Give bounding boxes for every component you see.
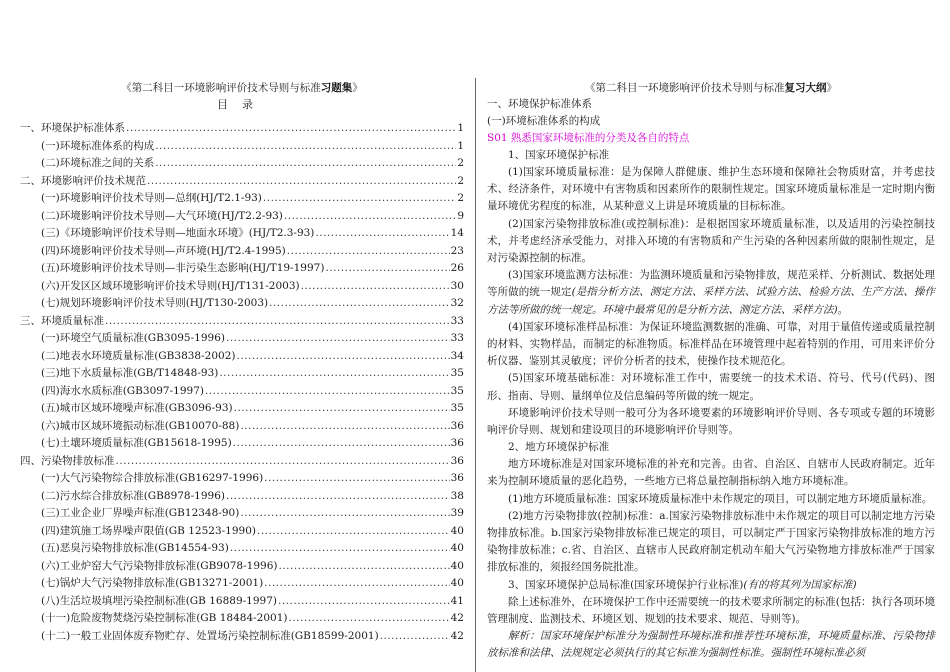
toc-entry-page: 40 <box>450 577 464 589</box>
toc-entry-title: (十一)危险废物焚烧污染控制标准(GB 18484-2001) <box>41 612 288 624</box>
toc-entry-title: (一)环境空气质量标准(GB3095-1996) <box>41 332 225 344</box>
monitoring-text: (3)国家环境监测方法标准：为监测环境质量和污染物排放，规范采样、分析测试、数据处理等所做的统一规定 <box>487 269 935 299</box>
column-divider <box>475 78 476 672</box>
toc-leader-dots <box>287 243 450 261</box>
toc-list <box>20 120 464 645</box>
toc-entry-title: 三、环境质量标准 <box>20 314 104 327</box>
toc-entry-title: (三)地下水质量标准(GB/T14848-93) <box>41 367 219 379</box>
toc-entry-page: 35 <box>450 384 464 397</box>
toc-entry-title: (一)环境标准体系的构成 <box>41 139 155 152</box>
toc-entry-page: 41 <box>450 594 464 607</box>
toc-entry-page: 34 <box>450 349 464 362</box>
title-prefix: 《第二科目一环境影响评价技术导则与标准 <box>121 82 321 94</box>
toc-leader-dots <box>325 260 449 278</box>
toc-leader-dots <box>278 558 449 576</box>
toc-entry[interactable] <box>20 523 464 541</box>
toc-leader-dots <box>236 348 449 366</box>
toc-entry[interactable] <box>20 505 464 523</box>
paragraph-emission-standard: (2)国家污染物排放标准(或控制标准)：是根据国家环境质量标准，以及适用的污染控制技术，并考虑经济承受能力，对排入环境的有害物质和产生污染的各种因素所做的限制性规定，是对污染源控制的标准。 <box>487 217 935 265</box>
toc-entry-title: (十二)一般工业固体废弃物贮存、处置场污染控制标准(GB18599-2001) <box>41 629 379 642</box>
toc-entry[interactable] <box>20 260 464 278</box>
toc-leader-dots <box>155 138 456 156</box>
toc-entry-page: 14 <box>450 227 464 239</box>
toc-leader-dots <box>116 453 450 471</box>
toc-leader-dots <box>226 330 450 348</box>
toc-entry[interactable] <box>20 225 464 243</box>
toc-entry[interactable] <box>20 453 464 471</box>
toc-leader-dots <box>380 628 450 646</box>
toc-leader-dots <box>269 295 450 313</box>
toc-entry-title: (二)环境影响评价技术导则—大气环境(HJ/T2.2-93) <box>41 209 283 222</box>
toc-entry-title: 二、环境影响评价技术规范 <box>20 174 146 187</box>
toc-entry-page: 42 <box>450 612 464 624</box>
toc-leader-dots <box>105 313 450 331</box>
toc-entry-title: 一、环境保护标准体系 <box>20 122 125 134</box>
paragraph-analysis: 解析：国家环境保护标准分为强制性环境标准和推荐性环境标准，环境质量标准、污染物排放标准和法律、法规规定必须执行的其它标准为强制性标准。强制性环境标准必须 <box>487 630 935 660</box>
toc-entry-title: (六)工业炉窑大气污染物排放标准(GB9078-1996) <box>41 559 278 572</box>
paragraph-basic-standard: (5)国家环境基础标准：对环境标准工作中，需要统一的技术术语、符号、代号(代码)、图形、指南、导则、量纲单位及信息编码等所做的统一规定。 <box>487 372 935 402</box>
toc-entry[interactable] <box>20 155 464 173</box>
toc-entry-page: 1 <box>457 139 464 152</box>
toc-entry-page: 1 <box>457 122 464 134</box>
toc-entry-page: 40 <box>450 559 464 572</box>
paragraph-guidelines: 环境影响评价技术导则一般可分为各环境要素的环境影响评价导则、各专项或专题的环境影响评价导则、规划和建设项目的环境影响评价导则等。 <box>487 406 935 437</box>
toc-entry[interactable] <box>20 313 464 331</box>
toc-entry-page: 2 <box>457 174 464 187</box>
toc-leader-dots <box>233 435 450 453</box>
toc-entry-title: (三)工业企业厂界噪声标准(GB12348-90) <box>41 507 240 519</box>
toc-entry[interactable] <box>20 400 464 418</box>
outline-column <box>487 80 935 662</box>
toc-entry[interactable] <box>20 628 464 646</box>
toc-leader-dots <box>301 278 450 296</box>
toc-entry[interactable] <box>20 330 464 348</box>
objective-s01: S01 熟悉国家环境标准的分类及各自的特点 <box>487 132 690 144</box>
toc-entry-page: 2 <box>457 157 464 169</box>
paragraph-other-standards: 除上述标准外，在环境保护工作中还需要统一的技术要求所制定的标准(包括：执行各项环境管理制度、监测技术、环境区划、规划的技术要求、规范、导则等)。 <box>487 595 935 625</box>
toc-entry-page: 38 <box>450 489 464 502</box>
paragraph-monitoring-standard <box>487 267 935 319</box>
toc-entry-page: 36 <box>450 437 464 449</box>
toc-entry[interactable] <box>20 575 464 593</box>
paragraph-quality-standard: (1)国家环境质量标准：是为保障人群健康、维护生态环境和保障社会物质财富，并考虑技术、经济条件，对环境中有害物质和因素所作的限制性规定。国家环境质量标准是一定时期内衡量环境优劣程度的标准，从某种意义上讲是环境质量的目标标准。 <box>487 166 935 213</box>
toc-entry-page: 36 <box>450 419 464 432</box>
heading-local-standards: 2、地方环境保护标准 <box>508 441 610 454</box>
title-suffix: 》 <box>826 82 837 94</box>
toc-entry-page: 36 <box>450 472 464 484</box>
paragraph-local-quality: (1)地方环境质量标准：国家环境质量标准中未作规定的项目，可以制定地方环境质量标准。 <box>508 492 933 505</box>
toc-entry-title: (二)污水综合排放标准(GB8978-1996) <box>41 489 225 502</box>
toc-entry-page: 35 <box>450 367 464 379</box>
toc-entry-page: 26 <box>450 262 464 274</box>
toc-leader-dots <box>284 208 456 226</box>
toc-entry-page: 35 <box>450 402 464 414</box>
toc-leader-dots <box>234 400 450 418</box>
toc-entry-title: 四、污染物排放标准 <box>20 454 115 467</box>
toc-entry-title: (八)生活垃圾填埋污染控制标准(GB 16889-1997) <box>41 594 277 607</box>
toc-entry-page: 2 <box>457 192 464 204</box>
toc-entry-title: (三)《环境影响评价技术导则—地面水环境》(HJ/T2.3-93) <box>41 227 315 239</box>
toc-entry-page: 32 <box>450 297 464 309</box>
toc-entry[interactable] <box>20 365 464 383</box>
toc-leader-dots <box>289 610 450 628</box>
toc-leader-dots <box>230 540 450 558</box>
toc-entry[interactable] <box>20 138 464 156</box>
toc-entry-title: (五)恶臭污染物排放标准(GB14554-93) <box>41 542 229 554</box>
toc-entry-page: 33 <box>450 332 464 344</box>
exercise-book-title <box>20 80 464 96</box>
toc-leader-dots <box>226 488 450 506</box>
toc-entry-page: 36 <box>450 454 464 467</box>
toc-entry-page: 30 <box>450 279 464 292</box>
toc-leader-dots <box>240 418 449 436</box>
toc-entry[interactable] <box>20 208 464 226</box>
toc-entry[interactable] <box>20 435 464 453</box>
toc-leader-dots <box>205 383 450 401</box>
paragraph-local-emission: (2)地方污染物排放(控制)标准：a.国家污染物排放标准中未作规定的项目可以制定地方污染物排放标准。b.国家污染物排放标准已规定的项目，可以制定严于国家污染物排放标准的地方污染物排放标准；c.省、自治区、直辖市人民政府制定机动车船大气污染物地方排放标准严于国家排放标准的，须报经国务院批准。 <box>487 509 935 574</box>
toc-entry[interactable] <box>20 593 464 611</box>
toc-entry[interactable] <box>20 295 464 313</box>
review-outline-title <box>487 80 935 96</box>
title-suffix: 》 <box>352 82 363 94</box>
toc-leader-dots <box>219 365 449 383</box>
toc-leader-dots <box>147 173 456 191</box>
toc-entry[interactable] <box>20 190 464 208</box>
toc-leader-dots <box>264 575 449 593</box>
sepa-heading-note: (有的将其列为国家标准) <box>743 578 857 591</box>
toc-entry[interactable] <box>20 488 464 506</box>
toc-entry-page: 40 <box>450 524 464 537</box>
toc-entry[interactable] <box>20 243 464 261</box>
toc-leader-dots <box>240 505 449 523</box>
toc-leader-dots <box>126 120 456 138</box>
toc-entry-title: (二)地表水环境质量标准(GB3838-2002) <box>41 349 236 362</box>
toc-entry-title: (七)规划环境影响评价技术导则(HJ/T130-2003) <box>41 297 269 309</box>
sepa-heading-text: 3、国家环境保护总局标准(国家环境保护行业标准) <box>508 578 744 591</box>
toc-entry[interactable] <box>20 418 464 436</box>
title-bold: 复习大纲 <box>784 82 827 94</box>
subsection-heading: (一)环境标准体系的构成 <box>487 115 601 127</box>
toc-entry-title: (六)城市区域环境振动标准(GB10070-88) <box>41 419 240 432</box>
toc-entry-title: (一)大气污染物综合排放标准(GB16297-1996) <box>41 472 264 484</box>
heading-sepa-standards <box>487 577 935 594</box>
toc-entry[interactable] <box>20 470 464 488</box>
toc-entry-page: 40 <box>450 542 464 554</box>
toc-entry-title: (二)环境标准之间的关系 <box>41 157 155 169</box>
heading-national-standards: 1、国家环境保护标准 <box>508 149 610 161</box>
toc-entry-page: 9 <box>457 209 464 222</box>
monitoring-end: 。 <box>837 303 849 316</box>
toc-entry-title: (五)环境影响评价技术导则—非污染生态影响(HJ/T19-1997) <box>41 262 325 274</box>
toc-entry-title: (四)建筑施工场界噪声限值(GB 12523-1990) <box>41 524 256 537</box>
toc-entry-title: (五)城市区域环境噪声标准(GB3096-93) <box>41 402 233 414</box>
toc-entry-title: (七)土壤环境质量标准(GB15618-1995) <box>41 437 232 449</box>
toc-leader-dots <box>263 190 456 208</box>
toc-column <box>20 80 464 645</box>
toc-leader-dots <box>278 593 450 611</box>
toc-entry-title: (四)海水水质标准(GB3097-1997) <box>41 384 204 397</box>
toc-entry[interactable] <box>20 120 464 138</box>
toc-leader-dots <box>315 225 449 243</box>
title-bold: 习题集 <box>320 82 353 94</box>
toc-entry[interactable] <box>20 558 464 576</box>
toc-heading: 目录 <box>217 98 267 111</box>
title-prefix: 《第二科目一环境影响评价技术导则与标准 <box>585 82 785 94</box>
toc-entry-page: 23 <box>450 244 464 257</box>
toc-entry-page: 39 <box>450 507 464 519</box>
toc-entry[interactable] <box>20 383 464 401</box>
toc-entry-page: 42 <box>450 629 464 642</box>
toc-entry[interactable] <box>20 610 464 628</box>
toc-entry-title: (六)开发区区域环境影响评价技术导则(HJ/T131-2003) <box>41 279 300 292</box>
toc-entry[interactable] <box>20 173 464 191</box>
toc-entry-title: (一)环境影响评价技术导则—总纲(HJ/T2.1-93) <box>41 192 262 204</box>
toc-entry[interactable] <box>20 348 464 366</box>
toc-entry[interactable] <box>20 278 464 296</box>
monitoring-note: (是指分析方法、测定方法、采样方法、试验方法、检验方法、生产方法、操作方法等所做的统一规定。环境中最常见的是分析方法、测定方法、采样方法) <box>487 286 935 316</box>
paragraph-sample-standard: (4)国家环境标准样品标准：为保证环境监测数据的准确、可靠，对用于量值传递或质量控制的材料、实物样品，而制定的标准物质。标准样品在环境管理中起着特别的作用，可用来评价分析仪器、鉴别其灵敏度；评价分析者的技术，使操作技术规范化。 <box>487 320 935 368</box>
toc-entry-title: (四)环境影响评价技术导则—声环境(HJ/T2.4-1995) <box>41 244 286 257</box>
toc-entry-title: (七)锅炉大气污染物排放标准(GB13271-2001) <box>41 577 264 589</box>
toc-leader-dots <box>257 523 450 541</box>
paragraph-local-standards: 地方环境标准是对国家环境标准的补充和完善。由省、自治区、自辖市人民政府制定。近年来为控制环境质量的恶化趋势，一些地方已将总量控制指标纳入地方环境标准。 <box>487 458 935 488</box>
section-heading: 一、环境保护标准体系 <box>487 98 592 110</box>
toc-entry-page: 33 <box>450 314 464 327</box>
toc-leader-dots <box>155 155 456 173</box>
toc-leader-dots <box>264 470 449 488</box>
toc-entry[interactable] <box>20 540 464 558</box>
